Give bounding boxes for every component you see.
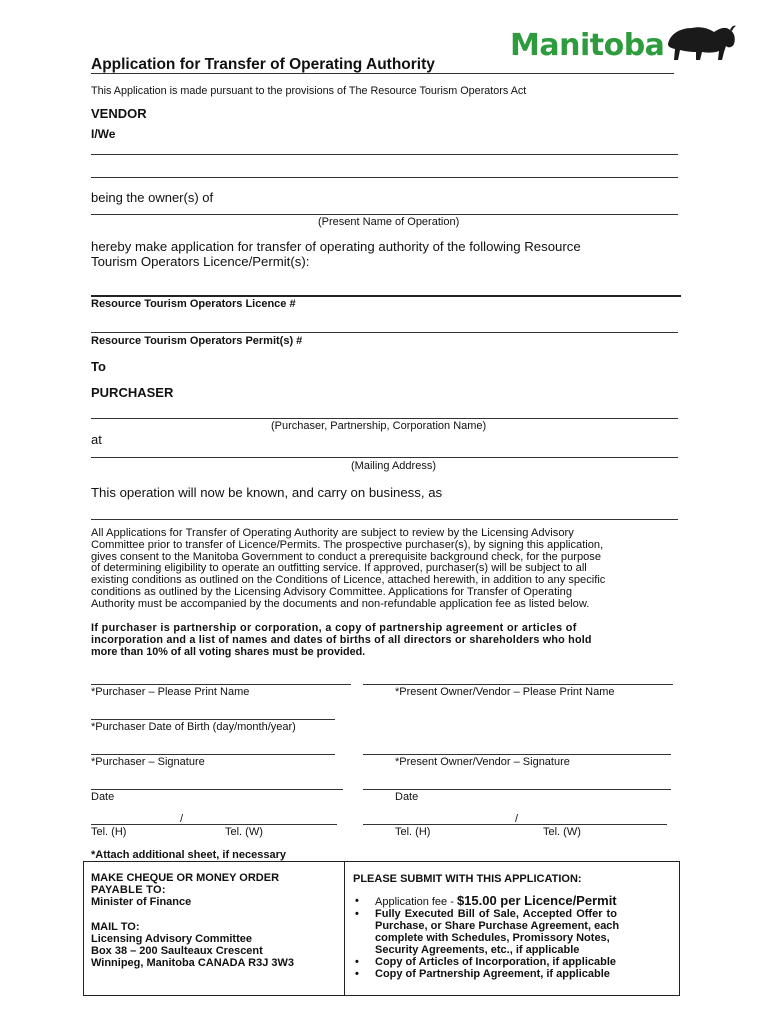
being-owner-label: being the owner(s) of	[91, 190, 214, 205]
partnership-line: incorporation and a list of names and dates of births of all directors or shareholders who hold	[91, 633, 592, 646]
licence-label: Resource Tourism Operators Licence #	[91, 298, 296, 310]
notice-line: Committee prior to transfer of Licence/Permits. The prospective purchaser(s), by signing this application,	[91, 538, 604, 551]
notice-line: conditions as outlined by the Licensing Advisory Committee. Applications for Transfer of Operating	[91, 585, 572, 598]
date-right-label: Date	[395, 791, 419, 803]
vendor-name-line-2[interactable]	[91, 177, 678, 178]
notice-line: of determining eligibility to operate an outfitting service. If approved, purchaser(s) will be subject to all	[91, 562, 587, 575]
notice-line: Authority must be accompanied by the documents and non-refundable application fee as listed below.	[91, 597, 590, 610]
permit-label: Resource Tourism Operators Permit(s) #	[91, 335, 303, 347]
tel-w-right-label: Tel. (W)	[543, 826, 581, 838]
tel-w-left-label: Tel. (W)	[225, 826, 263, 838]
purchaser-name-caption: (Purchaser, Partnership, Corporation Name)	[271, 420, 487, 432]
licence-number-line[interactable]	[91, 332, 678, 333]
vendor-name-line-1[interactable]	[91, 154, 678, 155]
purchaser-dob-label: *Purchaser Date of Birth (day/month/year)	[91, 721, 296, 733]
purchaser-name-line[interactable]	[91, 418, 678, 419]
subtitle: This Application is made pursuant to the provisions of The Resource Tourism Operators Act	[91, 85, 527, 97]
tel-left-slash: /	[180, 813, 184, 825]
known-as-label: This operation will now be known, and carry on business, as	[91, 485, 443, 500]
make-cheque-line-1: MAKE CHEQUE OR MONEY ORDER	[91, 872, 280, 884]
make-cheque-line-2: PAYABLE TO:	[91, 884, 166, 897]
bill-line-4: Security Agreements, etc., if applicable	[375, 944, 580, 956]
submit-heading: PLEASE SUBMIT WITH THIS APPLICATION:	[353, 873, 582, 885]
notice-line: gives consent to the Manitoba Government to conduct a prerequisite background check, for the purpose	[91, 550, 601, 563]
payee: Minister of Finance	[91, 896, 192, 909]
present-name-line[interactable]	[91, 214, 678, 215]
purchaser-signature-label: *Purchaser – Signature	[91, 756, 205, 768]
bottom-box-divider	[344, 861, 345, 996]
present-name-caption: (Present Name of Operation)	[318, 216, 460, 228]
tel-left-line[interactable]	[91, 824, 337, 825]
notice-paragraph	[91, 528, 680, 611]
submit-item-fee	[353, 895, 675, 908]
known-as-line[interactable]	[91, 519, 678, 520]
tel-h-right-label: Tel. (H)	[395, 826, 431, 838]
owner-print-line[interactable]	[363, 684, 673, 685]
mail-to-label: MAIL TO:	[91, 920, 140, 933]
attach-note: *Attach additional sheet, if necessary	[91, 849, 287, 861]
date-left-line[interactable]	[91, 789, 343, 790]
purchaser-heading: PURCHASER	[91, 385, 174, 400]
partnership-text: Copy of Partnership Agreement, if applicable	[375, 968, 610, 980]
partnership-line: more than 10% of all voting shares must be provided.	[91, 645, 366, 658]
mail-address-line-1: Licensing Advisory Committee	[91, 932, 252, 945]
submit-list	[353, 895, 675, 980]
date-left-label: Date	[91, 791, 115, 803]
bill-line-1: Fully Executed Bill of Sale, Accepted Offer to	[375, 908, 617, 920]
fee-prefix: Application fee -	[375, 896, 457, 908]
bison-icon	[664, 22, 738, 62]
owner-print-label: *Present Owner/Vendor – Please Print Name	[395, 686, 615, 698]
fee-amount: $15.00 per Licence/Permit	[456, 893, 617, 908]
iwe-label: I/We	[91, 127, 116, 141]
form-title: Application for Transfer of Operating Authority	[91, 56, 435, 73]
to-label: To	[91, 359, 106, 374]
tel-right-slash: /	[515, 813, 519, 825]
mail-address-line-3: Winnipeg, Manitoba CANADA R3J 3W3	[91, 957, 295, 970]
owner-signature-label: *Present Owner/Vendor – Signature	[395, 756, 570, 768]
notice-line: existing conditions as outlined on the Conditions of Licence, attached herewith, in addition to any specific	[91, 574, 606, 587]
owner-signature-line[interactable]	[363, 754, 671, 755]
partnership-line: If purchaser is partnership or corporation, a copy of partnership agreement or articles of	[91, 622, 577, 634]
mail-address-line-2: Box 38 – 200 Saulteaux Crescent	[91, 945, 263, 958]
submit-box	[353, 873, 675, 980]
bullet-icon: •	[355, 956, 359, 968]
mailing-address-caption: (Mailing Address)	[351, 460, 436, 472]
partnership-notice	[91, 623, 680, 658]
manitoba-logo-text: Manitoba	[510, 28, 665, 63]
bill-line-3: complete with Schedules, Promissory Notes,	[375, 932, 610, 944]
articles-text: Copy of Articles of Incorporation, if applicable	[375, 956, 617, 968]
bullet-icon: •	[355, 968, 359, 980]
tel-h-left-label: Tel. (H)	[91, 826, 127, 838]
vendor-heading: VENDOR	[91, 106, 147, 121]
date-right-line[interactable]	[363, 789, 671, 790]
bill-line-2: Purchase, or Share Purchase Agreement, each	[375, 920, 620, 932]
licence-top-line	[91, 295, 681, 297]
submit-item-partnership	[353, 968, 675, 980]
at-label: at	[91, 432, 102, 447]
purchaser-dob-line[interactable]	[91, 719, 335, 720]
notice-line: All Applications for Transfer of Operating Authority are subject to review by the Licensing Advisory	[91, 527, 574, 539]
bullet-icon: •	[355, 895, 359, 907]
purchaser-signature-line[interactable]	[91, 754, 335, 755]
purchaser-print-line[interactable]	[91, 684, 351, 685]
title-underline	[91, 73, 674, 74]
payment-box	[91, 872, 339, 969]
submit-item-bill-of-sale	[353, 908, 675, 956]
purchaser-print-label: *Purchaser – Please Print Name	[91, 686, 250, 698]
mailing-address-line[interactable]	[91, 457, 678, 458]
submit-item-articles	[353, 956, 675, 968]
hereby-line-2: Tourism Operators Licence/Permit(s):	[91, 254, 310, 269]
bullet-icon: •	[355, 908, 359, 920]
hereby-line-1: hereby make application for transfer of operating authority of the following Resource	[91, 239, 581, 254]
